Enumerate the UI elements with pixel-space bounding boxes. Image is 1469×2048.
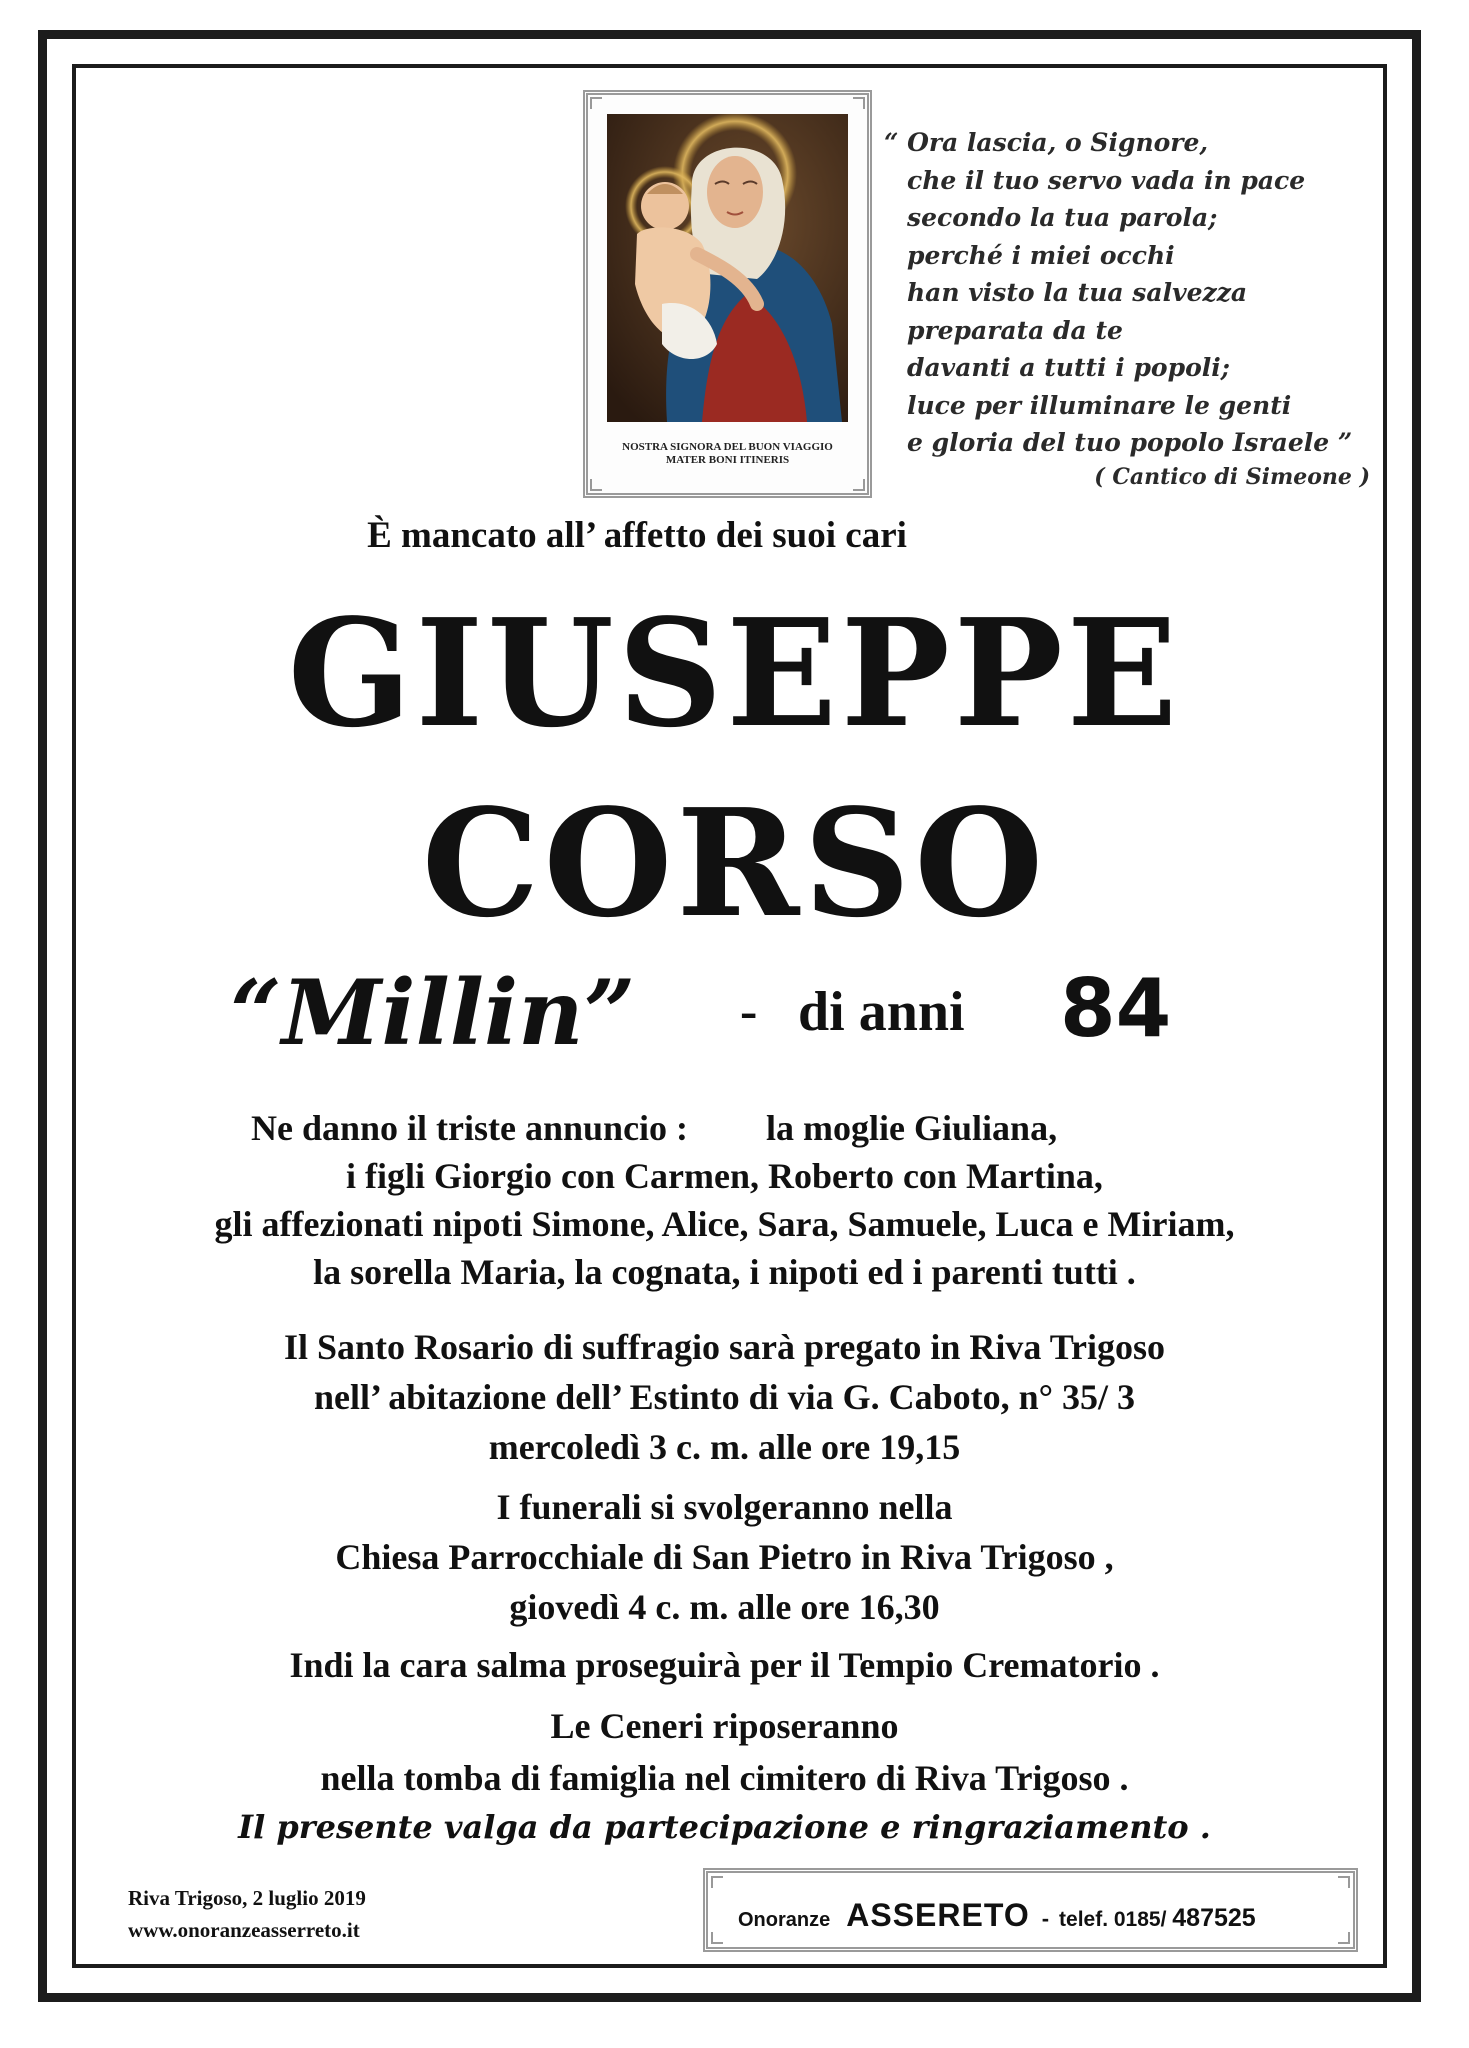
funeral-home-name: ASSERETO bbox=[846, 1897, 1030, 1933]
announcement-line: i figli Giorgio con Carmen, Roberto con Martina, bbox=[346, 1156, 1103, 1196]
ashes-line: Le Ceneri riposeranno bbox=[550, 1706, 899, 1746]
prayer-line: han visto la tua salvezza bbox=[907, 278, 1248, 307]
ashes-notice bbox=[0, 1700, 1469, 1804]
announcement-line: gli affezionati nipoti Simone, Alice, Sara, Samuele, Luca e Miriam, bbox=[214, 1204, 1235, 1244]
funeral-home-box bbox=[703, 1868, 1358, 1952]
prayer-source: ( Cantico di Simeone ) bbox=[1094, 464, 1370, 490]
corner-ornament bbox=[853, 97, 865, 109]
prayer-line: davanti a tutti i popoli; bbox=[907, 353, 1230, 382]
website-link[interactable]: www.onoranzeasserreto.it bbox=[128, 1918, 360, 1942]
funeral-line: Chiesa Parrocchiale di San Pietro in Riva Trigoso , bbox=[335, 1537, 1114, 1577]
corner-ornament bbox=[590, 97, 602, 109]
footer-left bbox=[128, 1882, 366, 1946]
cremation-notice: Indi la cara salma proseguirà per il Tempio Crematorio . bbox=[289, 1645, 1160, 1685]
footer-separator: - bbox=[1041, 1906, 1050, 1931]
corner-ornament bbox=[711, 1876, 723, 1888]
nickname-age-row bbox=[0, 958, 1469, 1068]
deceased-nickname: “Millin” bbox=[230, 960, 636, 1066]
prayer-line: preparata da te bbox=[907, 315, 1123, 345]
prayer-line: “ Ora lascia, o Signore, bbox=[884, 128, 1209, 157]
rosary-line: nell’ abitazione dell’ Estinto di via G. Caboto, n° 35/ 3 bbox=[313, 1377, 1136, 1417]
age-label: di anni bbox=[798, 981, 965, 1043]
caption-line: MATER BONI ITINERIS bbox=[665, 454, 790, 466]
funeral-line: I funerali si svolgeranno nella bbox=[496, 1487, 953, 1527]
funeral-line: giovedì 4 c. m. alle ore 16,30 bbox=[509, 1587, 940, 1627]
rosary-line: Il Santo Rosario di suffragio sarà pregato in Riva Trigoso bbox=[283, 1327, 1166, 1367]
prayer-quote bbox=[884, 124, 1374, 462]
announcement-first-line bbox=[0, 1104, 1449, 1152]
deceased-age: 84 bbox=[1060, 962, 1172, 1055]
deceased-last-name: CORSO bbox=[421, 776, 1048, 950]
announcement-line: la sorella Maria, la cognata, i nipoti ed i parenti tutti . bbox=[313, 1252, 1136, 1292]
phone-number: 487525 bbox=[1172, 1904, 1256, 1932]
prayer-card bbox=[583, 90, 872, 498]
announcement-line: la moglie Giuliana, bbox=[766, 1108, 1058, 1148]
funeral-notice bbox=[0, 1482, 1469, 1632]
funeral-home-label: Onoranze bbox=[738, 1909, 831, 1931]
rosary-notice bbox=[0, 1322, 1469, 1472]
prayer-line: perché i miei occhi bbox=[907, 240, 1175, 270]
announcement-lead: Ne danno il triste annuncio : bbox=[251, 1108, 689, 1148]
intro-text: È mancato all’ affetto dei suoi cari bbox=[367, 515, 907, 556]
prayer-line: che il tuo servo vada in pace bbox=[907, 165, 1306, 195]
deceased-first-name: GIUSEPPE bbox=[287, 586, 1182, 760]
announcement bbox=[0, 1104, 1469, 1296]
phone-prefix: telef. 0185/ bbox=[1059, 1908, 1167, 1931]
corner-ornament bbox=[590, 479, 602, 491]
corner-ornament bbox=[711, 1932, 723, 1944]
prayer-line: e gloria del tuo popolo Israele ” bbox=[907, 428, 1353, 457]
corner-ornament bbox=[1338, 1876, 1350, 1888]
prayer-line: secondo la tua parola; bbox=[907, 203, 1218, 232]
funeral-home-line bbox=[738, 1897, 1256, 1934]
prayer-card-caption bbox=[588, 441, 867, 467]
phone bbox=[1059, 1904, 1256, 1932]
corner-ornament bbox=[1338, 1932, 1350, 1944]
ashes-line: nella tomba di famiglia nel cimitero di Riva Trigoso . bbox=[320, 1758, 1129, 1798]
place-date: Riva Trigoso, 2 luglio 2019 bbox=[128, 1886, 366, 1910]
separator-dash: - bbox=[740, 983, 758, 1040]
rosary-line: mercoledì 3 c. m. alle ore 19,15 bbox=[488, 1427, 961, 1467]
madonna-and-child-image bbox=[607, 114, 848, 422]
prayer-line: luce per illuminare le genti bbox=[907, 390, 1292, 420]
thanks-line: Il presente valga da partecipazione e ringraziamento . bbox=[238, 1808, 1211, 1846]
corner-ornament bbox=[853, 479, 865, 491]
caption-line: NOSTRA SIGNORA DEL BUON VIAGGIO bbox=[622, 441, 833, 453]
